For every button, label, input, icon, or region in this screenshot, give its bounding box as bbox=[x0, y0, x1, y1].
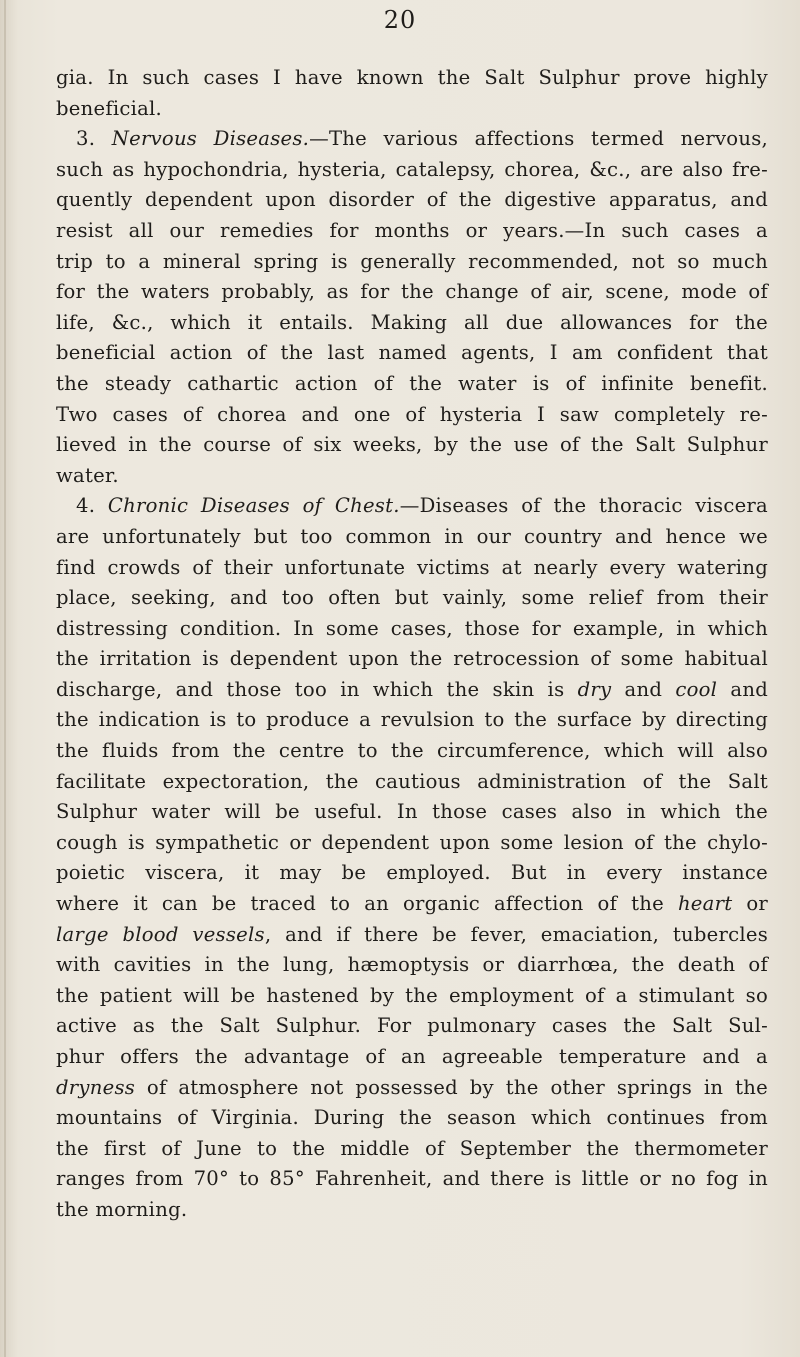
text-line bbox=[56, 644, 768, 675]
text-run: , and if there be fever, emaciation, tubercles bbox=[264, 922, 768, 946]
text-run: the steady cathartic action of the water is of infinite benefit. bbox=[56, 371, 768, 395]
text-run: the morning. bbox=[56, 1197, 188, 1221]
text-run: Sulphur water will be useful. In those cases also in which the bbox=[56, 800, 768, 824]
text-run: cough is sympathetic or dependent upon some lesion of the chylo- bbox=[56, 830, 768, 854]
text-run: resist all our remedies for months or years.—In such cases a bbox=[56, 218, 768, 242]
text-line bbox=[56, 553, 768, 584]
italic-text: large blood vessels bbox=[56, 922, 265, 946]
text-line bbox=[56, 491, 768, 522]
text-run: the patient will be hastened by the employment of a stimulant so bbox=[56, 983, 768, 1007]
text-line bbox=[56, 705, 768, 736]
text-run: place, seeking, and too often but vainly, some relief from their bbox=[56, 586, 768, 610]
text-line bbox=[56, 1195, 768, 1226]
text-run: phur offers the advantage of an agreeable temperature and a bbox=[56, 1045, 768, 1068]
page-number: 20 bbox=[383, 6, 417, 34]
text-run: —Diseases of the thoracic viscera bbox=[399, 494, 768, 518]
text-line bbox=[56, 338, 768, 369]
text-line bbox=[56, 308, 768, 339]
text-line bbox=[56, 981, 768, 1012]
text-run: where it can be traced to an organic affection of the bbox=[56, 892, 678, 916]
text-line bbox=[56, 216, 768, 247]
text-line bbox=[56, 124, 768, 155]
text-run: —The various affections termed nervous, bbox=[309, 127, 768, 151]
text-run: the first of June to the middle of September the thermometer bbox=[56, 1136, 768, 1160]
text-line bbox=[56, 583, 768, 614]
text-run: and bbox=[717, 677, 768, 701]
text-run: mountains of Virginia. During the season which continues from bbox=[56, 1106, 768, 1130]
text-line bbox=[56, 185, 768, 216]
italic-text: heart bbox=[677, 892, 733, 916]
text-run: ranges from 70° to 85° Fahrenheit, and there is little or no fog in bbox=[56, 1167, 768, 1191]
text-line bbox=[56, 797, 768, 828]
text-line bbox=[56, 247, 768, 278]
italic-text: Nervous Diseases. bbox=[111, 127, 310, 151]
text-line bbox=[56, 1103, 768, 1134]
text-line bbox=[56, 614, 768, 645]
text-run: distressing condition. In some cases, those for example, in which bbox=[56, 616, 768, 640]
text-run: 3. bbox=[76, 127, 112, 151]
text-line bbox=[56, 920, 768, 951]
text-run: with cavities in the lung, hæmoptysis or diarrhœa, the death of bbox=[56, 953, 768, 977]
text-run: find crowds of their unfortunate victims at nearly every watering bbox=[56, 555, 768, 579]
text-line bbox=[56, 1164, 768, 1195]
text-run: of atmosphere not possessed by the other springs in the bbox=[135, 1075, 768, 1099]
text-line bbox=[56, 155, 768, 186]
text-line bbox=[56, 400, 768, 431]
italic-text: dryness bbox=[56, 1075, 136, 1099]
text-line bbox=[56, 889, 768, 920]
text-run: the fluids from the centre to the circumference, which will also bbox=[56, 739, 768, 763]
text-run: poietic viscera, it may be employed. But in every instance bbox=[56, 861, 768, 885]
text-line bbox=[56, 858, 768, 889]
text-line bbox=[56, 430, 768, 461]
italic-text: Chronic Diseases of Chest. bbox=[107, 494, 400, 518]
text-run: active as the Salt Sulphur. For pulmonary cases the Salt Sul- bbox=[56, 1014, 768, 1038]
text-run: trip to a mineral spring is generally recommended, not so much bbox=[56, 249, 768, 273]
text-line bbox=[56, 1042, 768, 1073]
text-line bbox=[56, 675, 768, 706]
text-run: discharge, and those too in which the skin is bbox=[56, 677, 578, 701]
text-run: or bbox=[732, 892, 768, 916]
text-run: beneficial. bbox=[56, 96, 163, 120]
text-run: quently dependent upon disorder of the digestive apparatus, and bbox=[56, 188, 768, 212]
text-run: for the waters probably, as for the change of air, scene, mode of bbox=[56, 280, 768, 304]
text-run: are unfortunately but too common in our country and hence we bbox=[56, 524, 768, 548]
text-run: beneficial action of the last named agents, I am confident that bbox=[56, 341, 768, 365]
italic-text: cool bbox=[675, 677, 718, 701]
text-line bbox=[56, 94, 768, 125]
text-line bbox=[56, 277, 768, 308]
italic-text: dry bbox=[577, 677, 612, 701]
text-line bbox=[56, 736, 768, 767]
text-line bbox=[56, 1011, 768, 1042]
text-run: water. bbox=[56, 463, 119, 487]
text-line bbox=[56, 767, 768, 798]
text-run: and bbox=[611, 677, 676, 701]
text-run: the irritation is dependent upon the retrocession of some habitual bbox=[56, 647, 768, 671]
text-line bbox=[56, 522, 768, 553]
text-line bbox=[56, 461, 768, 492]
text-line bbox=[56, 63, 768, 94]
text-line bbox=[56, 1073, 768, 1104]
text-line bbox=[56, 1134, 768, 1165]
page-gutter bbox=[4, 0, 6, 1357]
text-run: the indication is to produce a revulsion to the surface by directing bbox=[56, 708, 768, 732]
text-line bbox=[56, 369, 768, 400]
text-run: lieved in the course of six weeks, by the use of the Salt Sulphur bbox=[56, 433, 768, 457]
text-line bbox=[56, 950, 768, 981]
text-run: life, &c., which it entails. Making all due allowances for the bbox=[56, 310, 768, 334]
text-run: such as hypochondria, hysteria, catalepsy, chorea, &c., are also fre- bbox=[56, 157, 768, 181]
text-run: Two cases of chorea and one of hysteria I saw completely re- bbox=[56, 402, 768, 426]
text-run: 4. bbox=[76, 494, 108, 518]
text-run: gia. In such cases I have known the Salt Sulphur prove highly bbox=[56, 66, 768, 89]
body-text bbox=[56, 63, 768, 1226]
text-line bbox=[56, 828, 768, 859]
text-run: facilitate expectoration, the cautious administration of the Salt bbox=[56, 769, 768, 793]
